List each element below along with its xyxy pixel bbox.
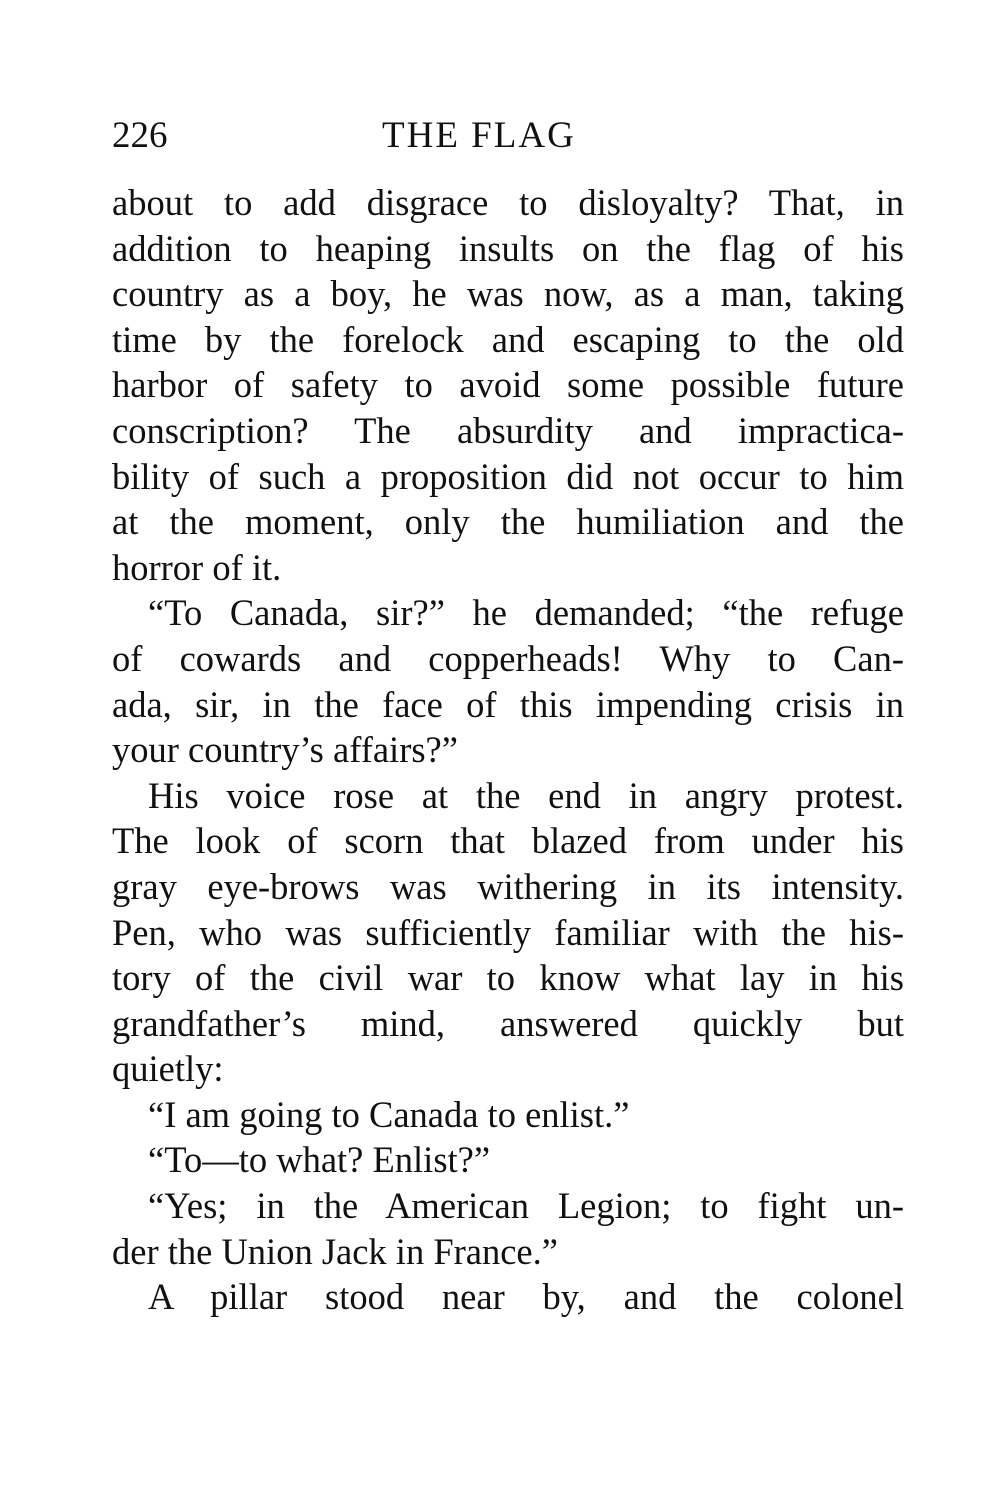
text-line: time by the forelock and escaping to the old xyxy=(112,318,904,360)
body-text xyxy=(112,180,904,1320)
text-line: country as a boy, he was now, as a man, taking xyxy=(112,273,904,315)
text-line: horror of it. xyxy=(112,546,282,588)
running-title: THE FLAG xyxy=(382,115,576,156)
text-line: The look of scorn that blazed from under his xyxy=(112,820,904,862)
text-line: quietly: xyxy=(112,1048,224,1090)
text-line: A pillar stood near by, and the colonel xyxy=(148,1276,904,1318)
text-line: about to add disgrace to disloyalty? That, in xyxy=(112,182,904,223)
text-line: harbor of safety to avoid some possible future xyxy=(112,364,904,406)
book-page xyxy=(112,110,904,1320)
text-line: der the Union Jack in France.” xyxy=(112,1230,558,1272)
text-line: bility of such a proposition did not occur to him xyxy=(112,455,904,497)
text-line: addition to heaping insults on the flag of his xyxy=(112,227,904,269)
text-line: “I am going to Canada to enlist.” xyxy=(148,1093,630,1135)
running-head xyxy=(112,110,904,162)
text-line: your country’s affairs?” xyxy=(112,729,458,771)
text-line: His voice rose at the end in angry protest. xyxy=(148,774,904,816)
text-line: “To—to what? Enlist?” xyxy=(148,1139,491,1181)
text-line: ada, sir, in the face of this impending crisis in xyxy=(112,683,904,725)
text-line: Pen, who was sufficiently familiar with the his- xyxy=(112,911,904,953)
text-line: tory of the civil war to know what lay in his xyxy=(112,957,904,999)
text-line: grandfather’s mind, answered quickly but xyxy=(112,1002,904,1044)
text-line: “To Canada, sir?” he demanded; “the refuge xyxy=(148,592,904,634)
text-line: of cowards and copperheads! Why to Can- xyxy=(112,637,904,679)
text-line: gray eye-brows was withering in its intensity. xyxy=(112,865,904,907)
text-line: “Yes; in the American Legion; to fight un- xyxy=(148,1185,904,1227)
text-line: conscription? The absurdity and impractica- xyxy=(112,409,904,451)
text-line: at the moment, only the humiliation and the xyxy=(112,501,904,543)
page-number: 226 xyxy=(112,115,168,156)
